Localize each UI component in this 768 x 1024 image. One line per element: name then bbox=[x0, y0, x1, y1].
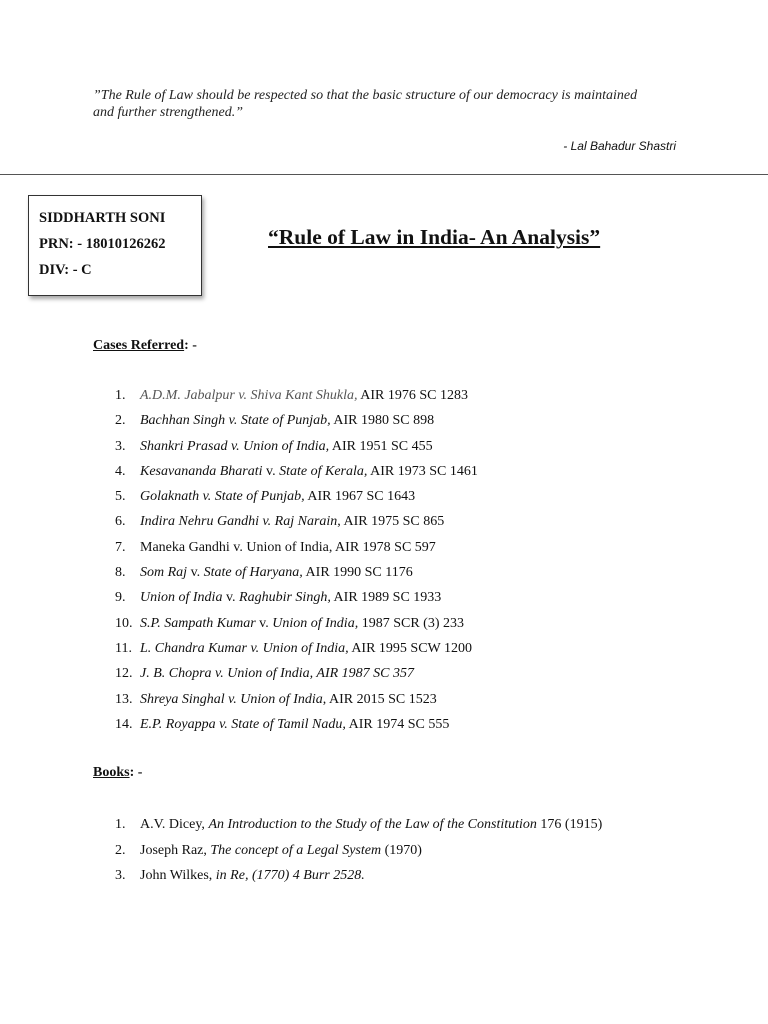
student-name: SIDDHARTH SONI bbox=[39, 210, 166, 226]
horizontal-divider bbox=[0, 174, 768, 175]
student-prn: PRN: - 18010126262 bbox=[39, 236, 166, 252]
list-item: 12. J. B. Chopra v. Union of India, AIR 1987 SC 357 bbox=[115, 666, 415, 682]
cases-heading-suffix: : - bbox=[184, 338, 197, 353]
epigraph-attribution: - Lal Bahadur Shastri bbox=[563, 139, 676, 153]
list-item: 4. Kesavananda Bharati v. State of Kerala, AIR 1973 SC 1461 bbox=[115, 463, 478, 479]
list-item: 2. Bachhan Singh v. State of Punjab, AIR 1980 SC 898 bbox=[115, 413, 435, 429]
list-item: 10. S.P. Sampath Kumar v. Union of India, 1987 SCR (3) 233 bbox=[115, 615, 464, 631]
books-list bbox=[115, 815, 602, 892]
cases-list bbox=[115, 386, 478, 740]
books-heading-suffix: : - bbox=[129, 765, 143, 780]
student-info-box bbox=[28, 195, 202, 296]
list-item: 2. Joseph Raz, The concept of a Legal System (1970) bbox=[115, 842, 422, 858]
list-item: 8. Som Raj v. State of Haryana, AIR 1990 SC 1176 bbox=[115, 565, 413, 581]
list-item: 1. A.D.M. Jabalpur v. Shiva Kant Shukla, AIR 1976 SC 1283 bbox=[115, 388, 468, 403]
list-item: 11. L. Chandra Kumar v. Union of India, AIR 1995 SCW 1200 bbox=[115, 640, 473, 656]
books-heading bbox=[93, 765, 142, 781]
list-item: 9. Union of India v. Raghubir Singh, AIR 1989 SC 1933 bbox=[115, 590, 442, 606]
list-item: 6. Indira Nehru Gandhi v. Raj Narain, AIR 1975 SC 865 bbox=[115, 514, 445, 530]
epigraph-quote: ”The Rule of Law should be respected so that the basic structure of our democracy is maintained and further strengthened.” bbox=[93, 88, 638, 120]
page-title: “Rule of Law in India- An Analysis” bbox=[268, 225, 601, 249]
list-item: 13. Shreya Singhal v. Union of India, AIR 2015 SC 1523 bbox=[115, 691, 437, 707]
student-div: DIV: - C bbox=[39, 262, 92, 278]
cases-heading-label: Cases Referred bbox=[93, 338, 185, 353]
list-item: 3. Shankri Prasad v. Union of India, AIR 1951 SC 455 bbox=[115, 438, 433, 454]
books-heading-label: Books bbox=[93, 765, 130, 780]
cases-heading bbox=[93, 338, 197, 354]
list-item: 14. E.P. Royappa v. State of Tamil Nadu, AIR 1974 SC 555 bbox=[115, 716, 450, 732]
list-item: 5. Golaknath v. State of Punjab, AIR 1967 SC 1643 bbox=[115, 489, 416, 505]
list-item: 3. John Wilkes, in Re, (1770) 4 Burr 2528. bbox=[115, 868, 365, 883]
list-item: 1. A.V. Dicey, An Introduction to the Study of the Law of the Constitution 176 (1915) bbox=[115, 817, 603, 832]
list-item: 7. Maneka Gandhi v. Union of India, AIR 1978 SC 597 bbox=[115, 539, 436, 555]
